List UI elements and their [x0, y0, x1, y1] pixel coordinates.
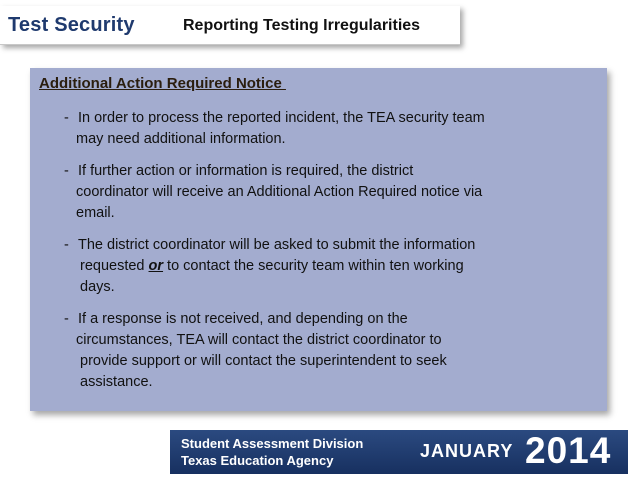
footer-agency: Texas Education Agency — [181, 453, 334, 468]
bullet-text: to contact the security team within ten working — [163, 258, 464, 274]
bullet-dash: - — [64, 163, 69, 179]
header-subtitle: Reporting Testing Irregularities — [183, 17, 421, 34]
bullet-line — [64, 203, 482, 224]
bullet-text: In order to process the reported incident, the TEA security team — [78, 110, 485, 126]
bullet-line — [64, 351, 447, 372]
bullet-dash: - — [64, 311, 69, 327]
footer-year: 2014 — [525, 430, 612, 471]
bullet-line — [64, 372, 447, 393]
bullet-text: may need additional information. — [76, 131, 286, 147]
header-bar — [0, 6, 460, 45]
bullet-line — [64, 129, 485, 150]
bullet-line — [64, 330, 447, 351]
footer-division: Student Assessment Division — [181, 436, 364, 451]
bullet-dash: - — [64, 110, 69, 126]
header-title: Test Security — [8, 14, 135, 36]
bullet-line — [64, 256, 475, 277]
bullet-text: The district coordinator will be asked to submit the information — [78, 237, 476, 253]
bullet-text: If further action or information is required, the district — [78, 163, 414, 179]
bullet-2 — [64, 161, 482, 224]
bullet-text: assistance. — [80, 374, 153, 390]
bullet-line — [64, 182, 482, 203]
bullet-line — [64, 277, 475, 298]
footer-banner — [170, 430, 628, 474]
bullet-dash: - — [64, 237, 69, 253]
panel-heading: Additional Action Required Notice — [39, 75, 286, 92]
bullet-text: provide support or will contact the superintendent to seek — [80, 353, 447, 369]
emphasis-or: or — [148, 258, 164, 274]
bullet-line — [64, 161, 482, 182]
bullet-text: days. — [80, 279, 115, 295]
footer-month: JANUARY — [420, 441, 514, 461]
bullet-text: circumstances, TEA will contact the district coordinator to — [76, 332, 442, 348]
bullet-text: requested — [80, 258, 149, 274]
bullet-text: If a response is not received, and depending on the — [78, 311, 408, 327]
bullet-3 — [64, 235, 475, 298]
bullet-line — [64, 235, 475, 256]
bullet-text: coordinator will receive an Additional Action Required notice via — [76, 184, 483, 200]
bullet-4 — [64, 309, 447, 393]
bullet-text: email. — [76, 205, 115, 221]
bullet-line — [64, 108, 485, 129]
content-panel — [30, 68, 607, 411]
bullet-line — [64, 309, 447, 330]
bullet-1 — [64, 108, 485, 150]
